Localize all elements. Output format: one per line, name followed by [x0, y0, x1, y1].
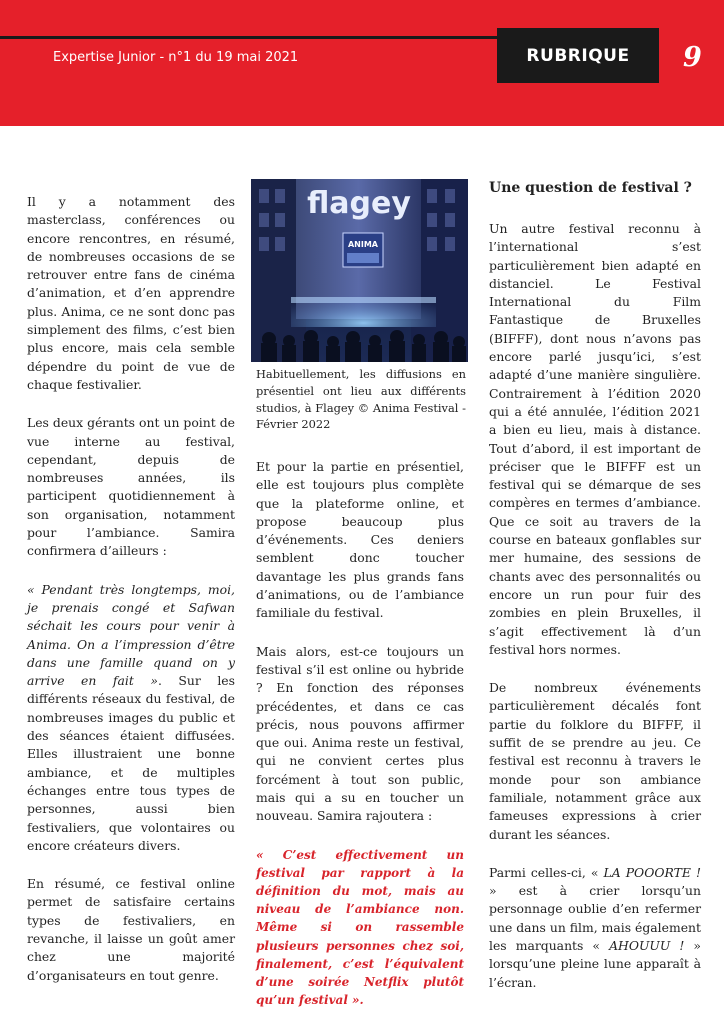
col1-paragraph-3-rest: . Sur les différents réseaux du festival, de nombreuses images du public et des séances étaient diffusées. Elles illustraient une bonne ambiance, et de multiples échanges entre tous types de personnes, aussi bien festivaliers, que volontaires ou encore créateurs divers. [27, 673, 235, 853]
section-label: RUBRIQUE [497, 28, 659, 83]
col3-paragraph-3 [489, 864, 701, 992]
edition-info: Expertise Junior - n°1 du 19 mai 2021 [53, 50, 299, 65]
col1-paragraph-1: Il y a notamment des masterclass, conférences ou encore rencontres, en résumé, de nombreuses occasions de se retrouver entre fans de cinéma d’animation, et d’en apprendre plus. Anima, ce ne sont donc pas simplement des films, c’est bien plus encore, mais cela semble dépendre du point de vue de chaque festivalier. [27, 194, 235, 392]
col1-paragraph-2: Les deux gérants ont un point de vue interne au festival, cependant, depuis de nombreuses années, ils participent quotidiennement à son organisation, notamment pour l’ambiance. Samira confirmera d’ailleurs : [27, 415, 235, 559]
col1-quote: « Pendant très longtemps, moi, je prenais congé et Safwan séchait les cours pour venir à Anima. On a l’impression d’être dans une famille quand on y arrive en fait » [27, 581, 235, 689]
col3-p3-part-c: » lorsqu’une pleine lune apparaît à l’écran. [489, 937, 701, 990]
flagey-building-image [251, 179, 468, 362]
column-2 [256, 458, 464, 1029]
col3-paragraph-1: Un autre festival reconnu à l’international s’est particulièrement bien adapté en distanciel. Le Festival International du Film Fantastique de Bruxelles (BIFFF), dont nous n’avons pas encore parlé jusqu’ici, s’est adapté d’une manière singulière. Contrairement à l’édition 2020 qui a été annulée, l’édition 2021 a bien eu lieu, mais à distance. Tout d’abord, il est important de préciser que le BIFFF est un festival qui se démarque de ses compères en termes d’ambiance. Que ce soit au travers de la course en bateaux gonflables sur mer humaine, des sessions de chants avec des personnalités ou encore un run pour fuir des zombies en plein Bruxelles, il s’agit effectivement là d’un festival hors normes. [489, 221, 701, 657]
article-photo [251, 179, 468, 362]
column-3 [489, 220, 701, 1012]
page-number: 9 [683, 42, 702, 73]
photo-caption: Habituellement, les diffusions en présentiel ont lieu aux différents studios, à Flagey © Anima Festival - Février 2022 [256, 367, 466, 432]
col3-p3-part-a: Parmi celles-ci, « [489, 864, 604, 880]
section-heading: Une question de festival ? [489, 180, 692, 196]
col3-p3-part-b: » est à crier lorsqu’un personnage oublie d’en refermer une dans un film, mais également les marquants « [489, 883, 701, 953]
col2-paragraph-2: Mais alors, est-ce toujours un festival s’il est online ou hybride ? En fonction des réponses précédentes, et dans ce cas précis, nous pouvons affirmer que oui. Anima reste un festival, qui ne convient certes plus forcément à tout son public, mais qui a su en toucher un nouveau. Samira rajoutera : [256, 643, 464, 824]
col1-paragraph-3 [27, 581, 235, 855]
col1-paragraph-4: En résumé, ce festival online permet de satisfaire certains types de festivaliers, en revanche, il laisse un goût amer chez une majorité d’organisateurs en tout genre. [27, 876, 235, 983]
flagey-sign-text: flagey [307, 186, 411, 221]
anima-poster-text: ANIMA [347, 240, 379, 249]
column-1 [27, 193, 235, 1005]
header-rule [0, 36, 510, 39]
col3-paragraph-2: De nombreux événements particulièrement décalés font partie du folklore du BIFFF, il suffit de se prendre au jeu. Ce festival est reconnu à travers le monde pour son ambiance familiale, notamment grâce aux fameuses expressions à crier durant les séances. [489, 680, 701, 842]
col2-paragraph-1: Et pour la partie en présentiel, elle est toujours plus complète que la plateforme online, et propose beaucoup plus d’événements. Ces deniers semblent donc toucher davantage les plus grands fans d’animations, ou de l’ambiance familiale du festival. [256, 459, 464, 621]
col3-expression-2: AHOUUU ! [609, 937, 685, 953]
col3-expression-1: LA POOORTE ! [603, 864, 701, 880]
col2-highlight-quote: « C’est effectivement un festival par rapport à la définition du mot, mais au niveau de l’ambiance non. Même si on rassemble plusieurs personnes chez soi, finalement, c’est l’équivalent d’une soirée Netflix plutôt qu’un festival ». [256, 847, 464, 1008]
